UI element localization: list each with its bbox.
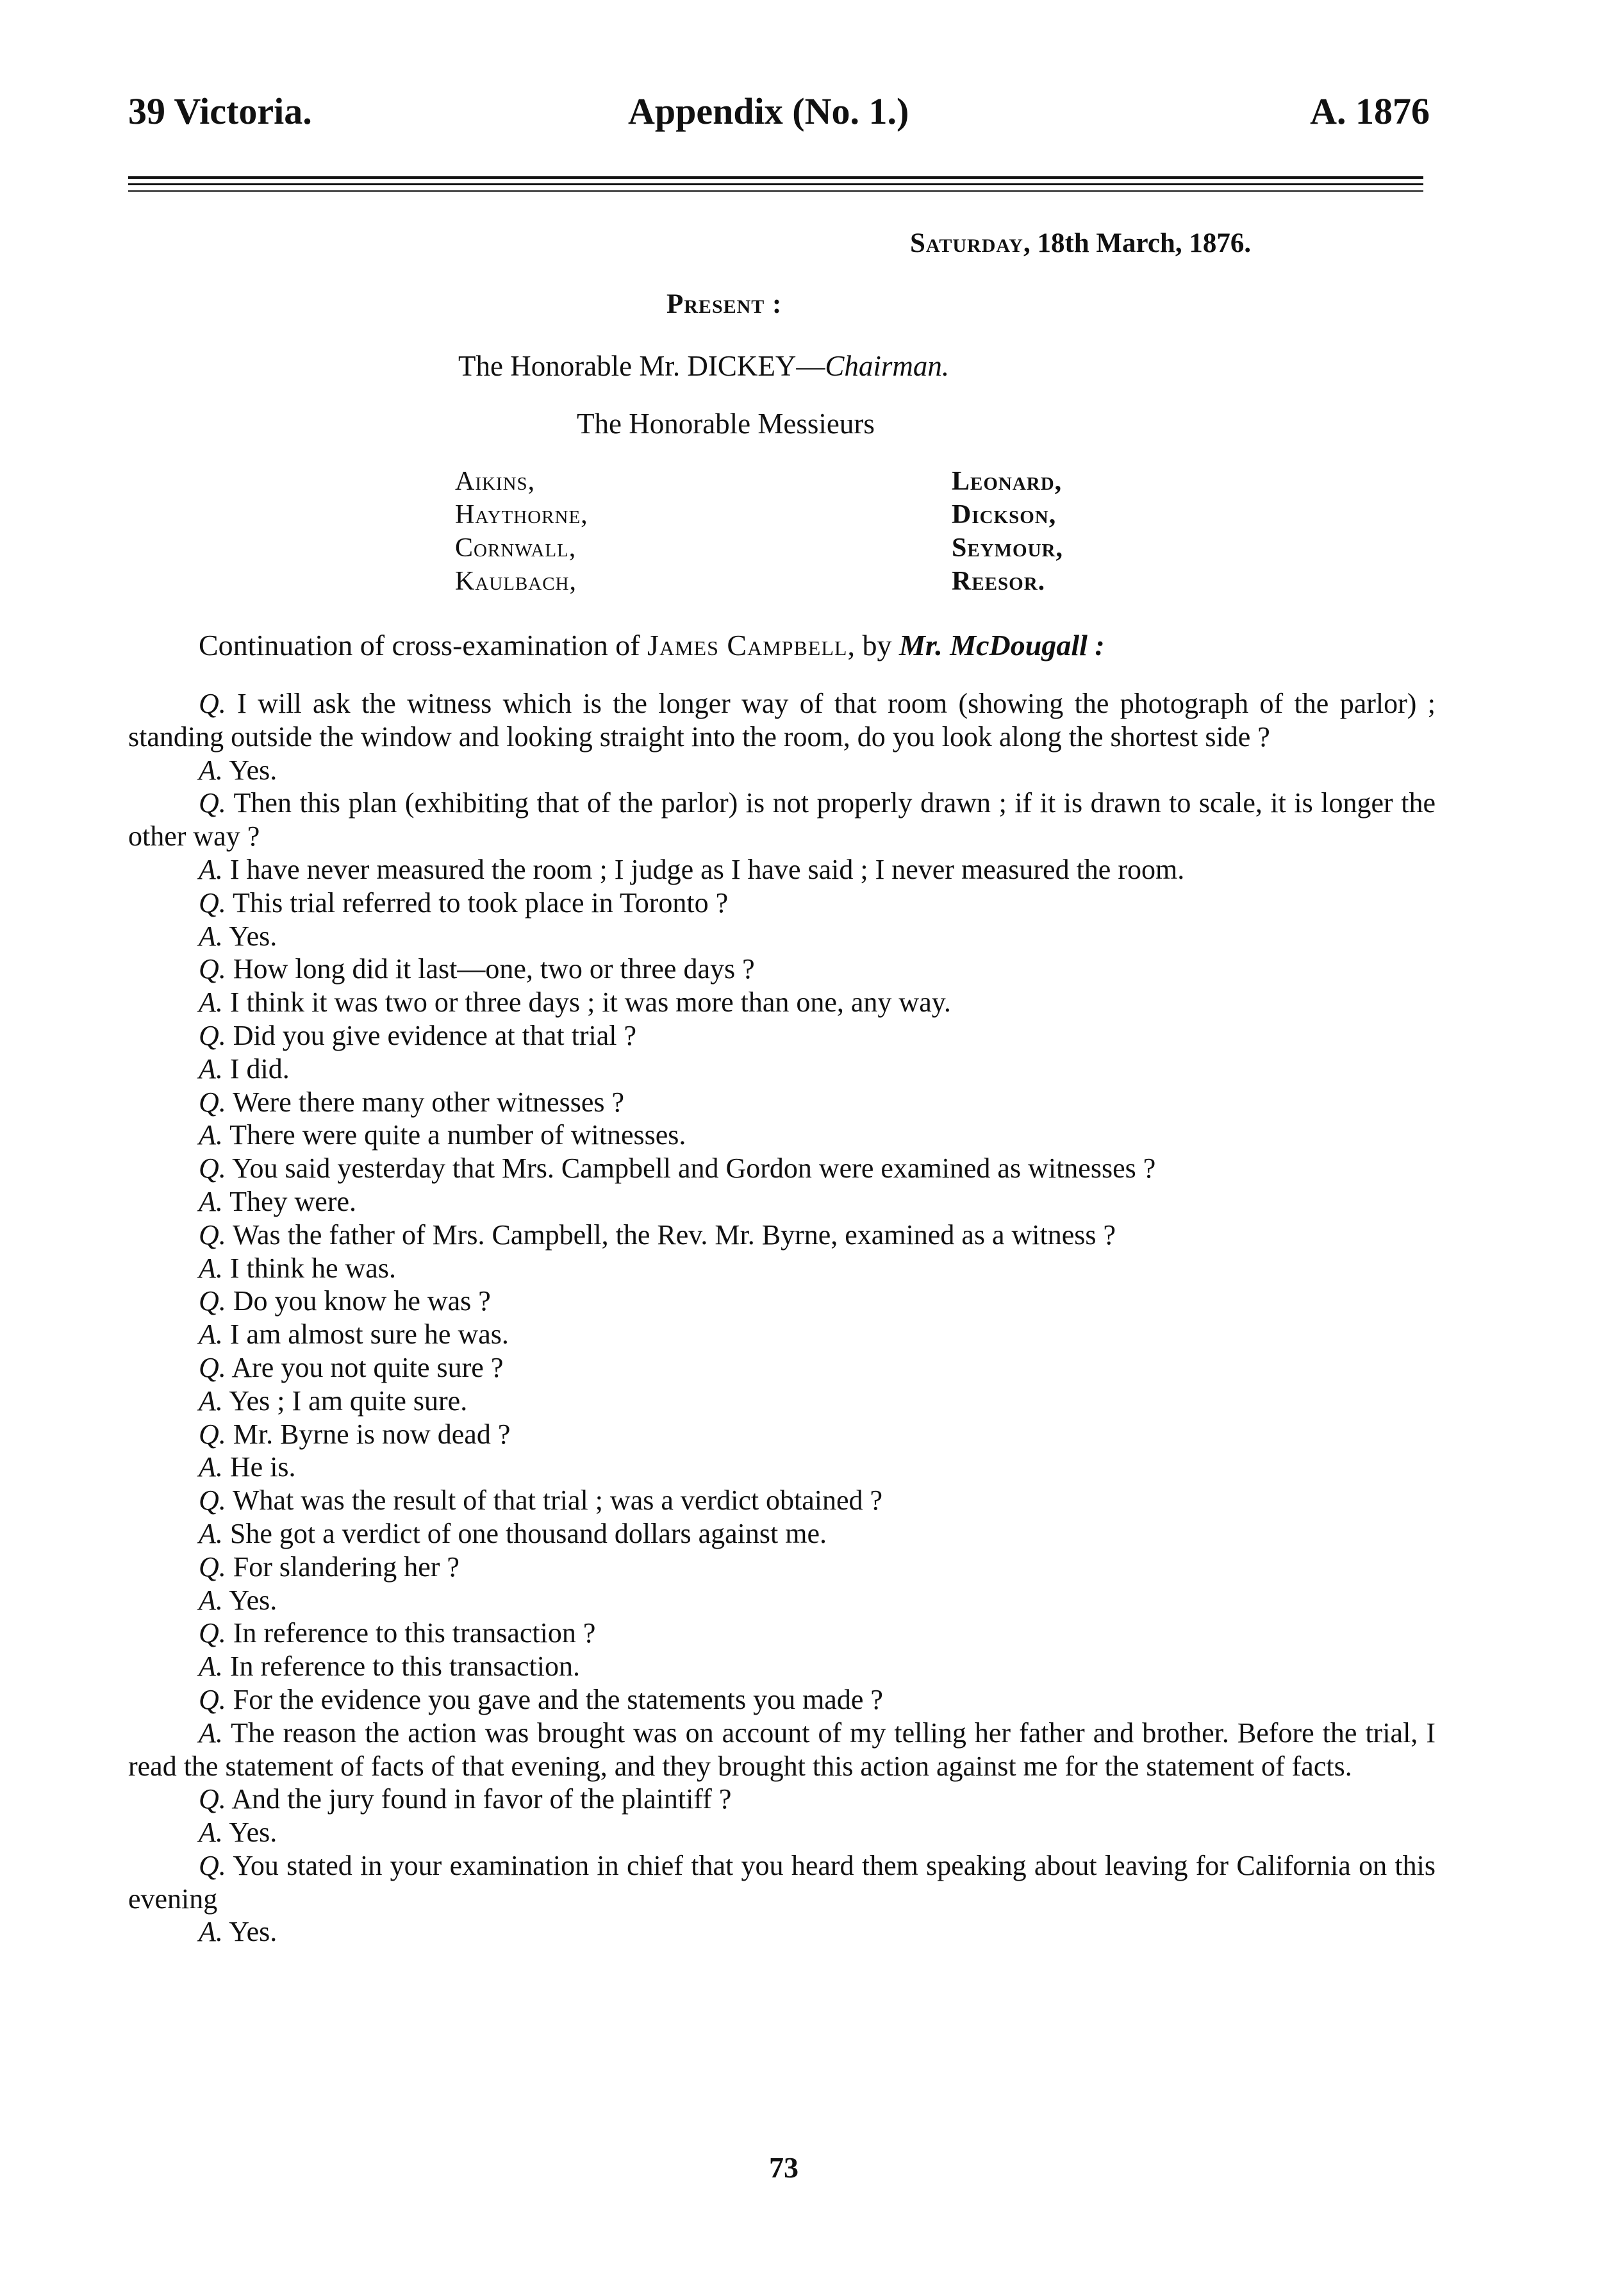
answer-paragraph bbox=[128, 920, 1436, 953]
member-name: Seymour, bbox=[952, 533, 1063, 563]
exchange-text: For the evidence you gave and the statements you made ? bbox=[233, 1683, 883, 1715]
chairman-role: Chairman. bbox=[825, 350, 950, 382]
answer-paragraph bbox=[128, 1185, 1436, 1219]
question-paragraph bbox=[128, 1783, 1436, 1816]
speaker-label: Q. bbox=[199, 1683, 226, 1715]
question-paragraph bbox=[128, 1484, 1436, 1517]
speaker-label: Q. bbox=[199, 1152, 226, 1185]
speaker-label: A. bbox=[199, 1185, 223, 1217]
member-name: Haythorne, bbox=[455, 500, 588, 529]
speaker-label: Q. bbox=[199, 1351, 226, 1383]
rule-line bbox=[128, 176, 1423, 179]
exchange-text: You stated in your examination in chief that you heard them speaking about leaving for California on this evening bbox=[128, 1849, 1436, 1915]
speaker-label: A. bbox=[199, 1052, 223, 1085]
answer-paragraph bbox=[128, 986, 1436, 1019]
speaker-label: Q. bbox=[199, 953, 226, 985]
exchange-text: Was the father of Mrs. Campbell, the Rev. Mr. Byrne, examined as a witness ? bbox=[233, 1219, 1116, 1251]
speaker-label: Q. bbox=[199, 1285, 226, 1317]
speaker-label: A. bbox=[199, 1916, 223, 1948]
speaker-label: A. bbox=[199, 1319, 223, 1351]
continuation-heading bbox=[199, 628, 1105, 662]
speaker-label: A. bbox=[199, 1584, 223, 1616]
exchange-text: How long did it last—one, two or three days ? bbox=[233, 953, 755, 985]
header-center: Appendix (No. 1.) bbox=[628, 90, 909, 132]
speaker-label: Q. bbox=[199, 1617, 226, 1649]
speaker-label: Q. bbox=[199, 1849, 226, 1881]
speaker-label: Q. bbox=[199, 1783, 226, 1815]
speaker-label: Q. bbox=[199, 1019, 226, 1051]
exchange-text: I have never measured the room ; I judge as I have said ; I never measured the room. bbox=[229, 853, 1185, 885]
chairman-name: The Honorable Mr. DICKEY— bbox=[458, 350, 825, 382]
speaker-label: Q. bbox=[199, 688, 226, 719]
exchange-text: Yes. bbox=[229, 920, 277, 952]
exchange-text: Mr. Byrne is now dead ? bbox=[233, 1418, 511, 1450]
answer-paragraph bbox=[128, 1052, 1436, 1086]
question-paragraph bbox=[128, 1019, 1436, 1052]
answer-paragraph bbox=[128, 754, 1436, 787]
exchange-text: The reason the action was brought was on account of my telling her father and brother. Before the trial, I read the statement of facts of that evening, and they brought this action against me for the statement of facts. bbox=[128, 1717, 1436, 1782]
speaker-label: Q. bbox=[199, 1219, 226, 1251]
exchange-text: Yes ; I am quite sure. bbox=[229, 1385, 468, 1417]
member-name: Cornwall, bbox=[455, 533, 577, 563]
speaker-label: Q. bbox=[199, 1551, 226, 1583]
answer-paragraph bbox=[128, 1451, 1436, 1484]
speaker-label: A. bbox=[199, 1451, 223, 1483]
answer-paragraph bbox=[128, 1584, 1436, 1617]
exchange-text: You said yesterday that Mrs. Campbell and Gordon were examined as witnesses ? bbox=[232, 1152, 1156, 1185]
exchange-text: Are you not quite sure ? bbox=[231, 1351, 504, 1383]
question-paragraph bbox=[128, 1418, 1436, 1451]
header-left: 39 Victoria. bbox=[128, 90, 312, 132]
rule-line bbox=[128, 183, 1423, 185]
exchange-text: I think it was two or three days ; it was more than one, any way. bbox=[229, 986, 951, 1019]
member-name: Kaulbach, bbox=[455, 567, 577, 596]
question-paragraph bbox=[128, 1219, 1436, 1252]
exchange-text: Do you know he was ? bbox=[233, 1285, 491, 1317]
exchange-text: I did. bbox=[229, 1052, 290, 1085]
continuation-prefix: Continuation of cross-examination of bbox=[199, 629, 648, 661]
speaker-label: A. bbox=[199, 1385, 223, 1417]
speaker-label: A. bbox=[199, 1717, 223, 1749]
exchange-text: And the jury found in favor of the plaintiff ? bbox=[231, 1783, 732, 1815]
exchange-text: Yes. bbox=[229, 1584, 277, 1616]
answer-paragraph bbox=[128, 1717, 1436, 1783]
speaker-label: A. bbox=[199, 1651, 223, 1683]
question-paragraph bbox=[128, 786, 1436, 853]
messieurs-line: The Honorable Messieurs bbox=[577, 408, 875, 440]
answer-paragraph bbox=[128, 1915, 1436, 1949]
exchange-text: He is. bbox=[229, 1451, 296, 1483]
question-paragraph bbox=[128, 1086, 1436, 1119]
exchange-text: I am almost sure he was. bbox=[229, 1319, 509, 1351]
header-right: A. 1876 bbox=[1310, 90, 1430, 132]
speaker-label: Q. bbox=[199, 1086, 226, 1118]
exchange-text: Yes. bbox=[229, 1916, 277, 1948]
exchange-text: Yes. bbox=[229, 754, 277, 786]
exchange-text: Then this plan (exhibiting that of the parlor) is not properly drawn ; if it is drawn to scale, it is longer the other way ? bbox=[128, 787, 1436, 853]
answer-paragraph bbox=[128, 853, 1436, 886]
question-paragraph bbox=[128, 1849, 1436, 1916]
chairman-line bbox=[458, 349, 949, 383]
exchange-text: In reference to this transaction ? bbox=[233, 1617, 596, 1649]
member-name: Aikins, bbox=[455, 467, 536, 496]
speaker-label: A. bbox=[199, 1119, 223, 1151]
member-name: Dickson, bbox=[952, 500, 1057, 529]
speaker-label: A. bbox=[199, 853, 223, 885]
answer-paragraph bbox=[128, 1252, 1436, 1285]
answer-paragraph bbox=[128, 1318, 1436, 1351]
speaker-label: Q. bbox=[199, 1485, 226, 1517]
session-date-rest: , 18th March, 1876. bbox=[1023, 228, 1252, 258]
running-header bbox=[128, 90, 1430, 141]
exchange-text: Were there many other witnesses ? bbox=[233, 1086, 624, 1118]
speaker-label: Q. bbox=[199, 1418, 226, 1450]
speaker-label: A. bbox=[199, 1517, 223, 1549]
question-paragraph bbox=[128, 1683, 1436, 1717]
exchange-text: Yes. bbox=[229, 1817, 277, 1849]
question-paragraph bbox=[128, 1551, 1436, 1584]
witness-name: James Campbell bbox=[647, 629, 848, 661]
member-name: Leonard, bbox=[952, 467, 1063, 496]
speaker-label: Q. bbox=[199, 787, 226, 819]
member-name: Reesor. bbox=[952, 567, 1046, 596]
examiner-name: Mr. McDougall : bbox=[898, 629, 1105, 661]
exchange-text: In reference to this transaction. bbox=[229, 1651, 580, 1683]
exchange-text: Did you give evidence at that trial ? bbox=[233, 1019, 636, 1051]
session-date bbox=[910, 228, 1251, 259]
exchange-text: They were. bbox=[229, 1185, 357, 1217]
question-paragraph bbox=[128, 687, 1436, 754]
exchange-text: She got a verdict of one thousand dollars against me. bbox=[229, 1517, 827, 1549]
header-rule bbox=[128, 176, 1423, 192]
question-paragraph bbox=[128, 1617, 1436, 1650]
answer-paragraph bbox=[128, 1119, 1436, 1152]
speaker-label: A. bbox=[199, 1252, 223, 1284]
question-paragraph bbox=[128, 1351, 1436, 1385]
continuation-middle: , by bbox=[847, 629, 899, 661]
speaker-label: A. bbox=[199, 920, 223, 952]
exchange-text: I will ask the witness which is the longer way of that room (showing the photograph of the parlor) ; standing outside the window and looking straight into the room, do you look along the shortest side ? bbox=[128, 688, 1436, 753]
exchange-text: What was the result of that trial ; was a verdict obtained ? bbox=[233, 1485, 883, 1517]
exchange-text: There were quite a number of witnesses. bbox=[229, 1119, 686, 1151]
speaker-label: A. bbox=[199, 1817, 223, 1849]
transcript bbox=[128, 687, 1436, 1949]
session-weekday: Saturday bbox=[910, 228, 1023, 258]
exchange-text: I think he was. bbox=[229, 1252, 396, 1284]
speaker-label: A. bbox=[199, 986, 223, 1019]
question-paragraph bbox=[128, 953, 1436, 986]
speaker-label: Q. bbox=[199, 886, 226, 919]
exchange-text: For slandering her ? bbox=[233, 1551, 459, 1583]
question-paragraph bbox=[128, 886, 1436, 920]
question-paragraph bbox=[128, 1152, 1436, 1185]
answer-paragraph bbox=[128, 1650, 1436, 1683]
question-paragraph bbox=[128, 1285, 1436, 1318]
page-number: 73 bbox=[769, 2151, 799, 2184]
answer-paragraph bbox=[128, 1385, 1436, 1418]
members-right-column bbox=[952, 465, 1063, 598]
answer-paragraph bbox=[128, 1816, 1436, 1849]
answer-paragraph bbox=[128, 1517, 1436, 1551]
present-label: Present : bbox=[666, 289, 782, 319]
rule-line bbox=[128, 190, 1423, 192]
exchange-text: This trial referred to took place in Toronto ? bbox=[233, 886, 729, 919]
speaker-label: A. bbox=[199, 754, 223, 786]
members-left-column bbox=[455, 465, 588, 598]
